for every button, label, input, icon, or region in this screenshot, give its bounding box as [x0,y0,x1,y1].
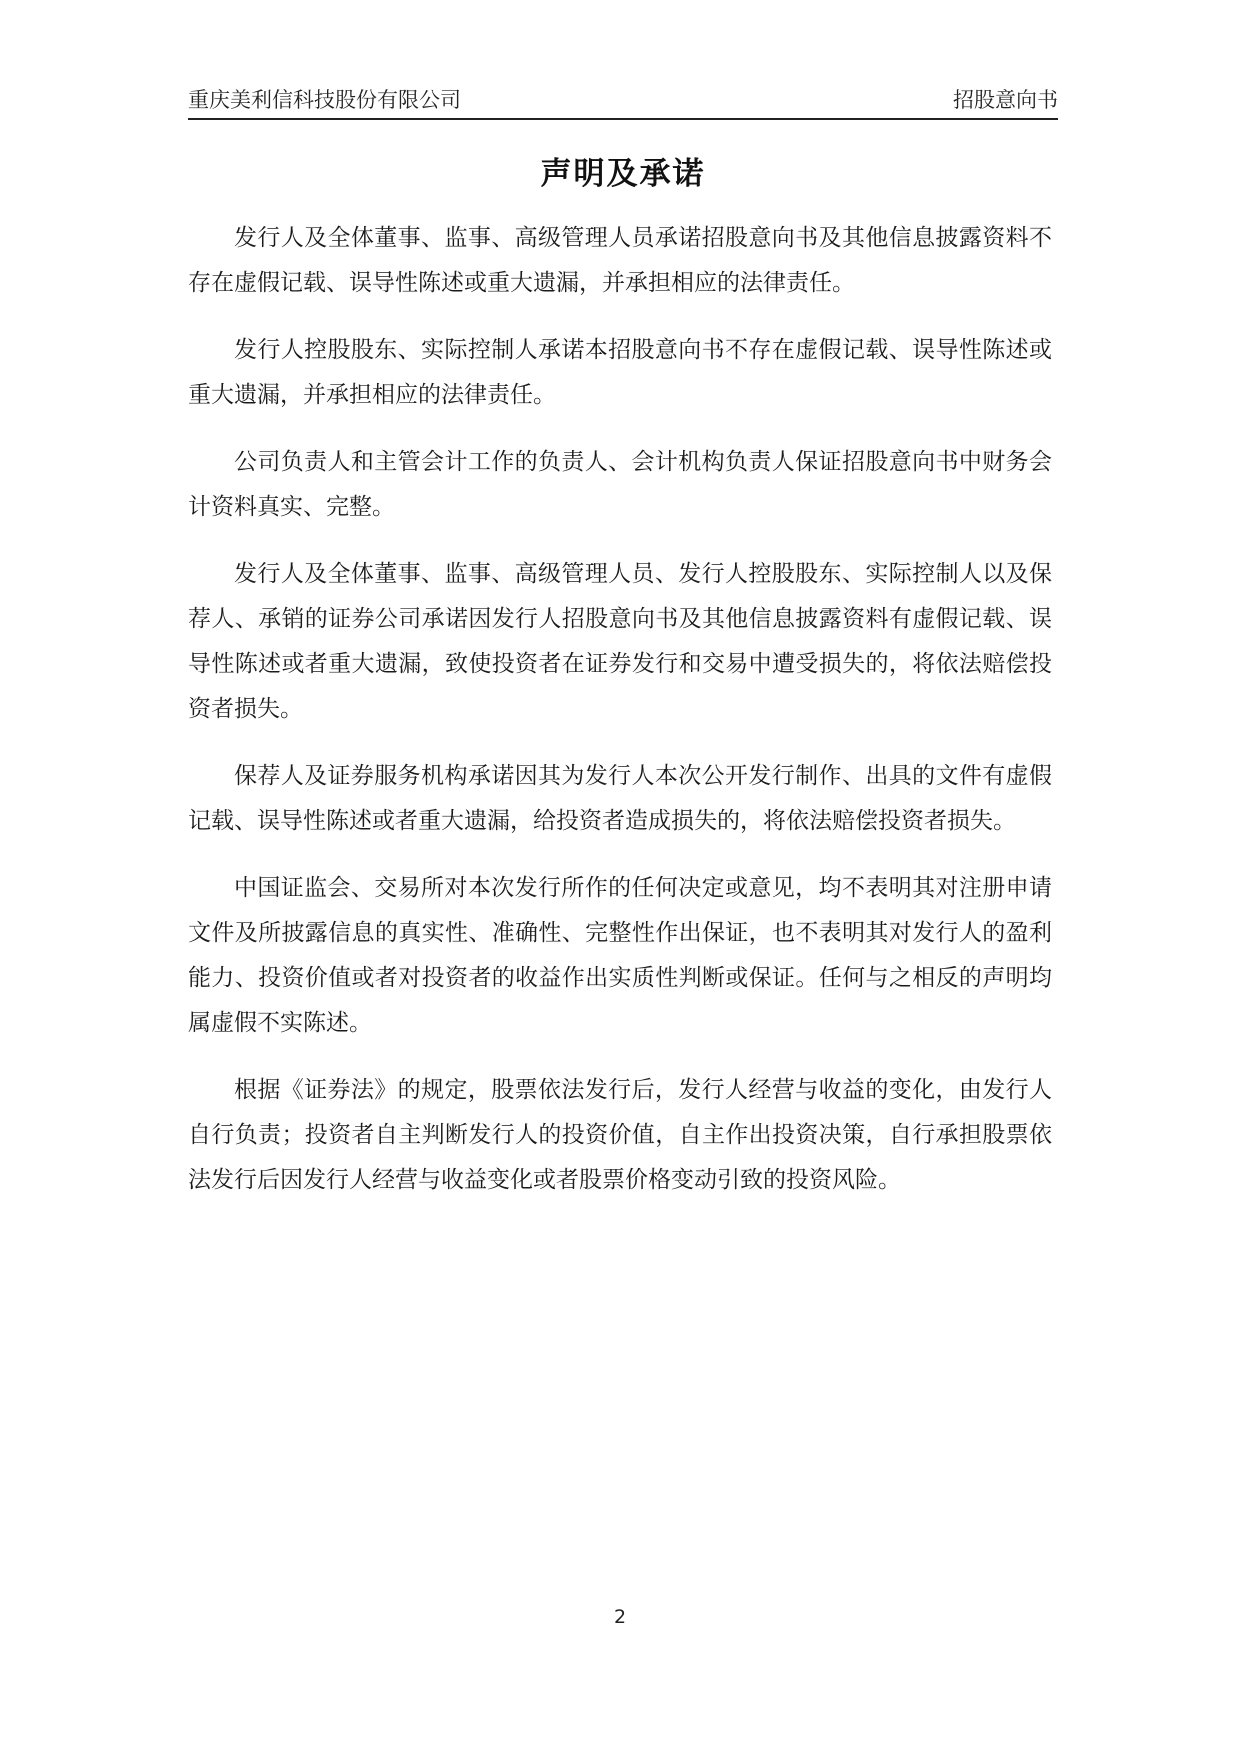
page-number: 2 [613,1606,627,1628]
paragraph-7: 根据《证券法》的规定，股票依法发行后，发行人经营与收益的变化，由发行人自行负责；投资者自主判断发行人的投资价值，自主作出投资决策，自行承担股票依法发行后因发行人经营与收益变化或者股票价格变动引致的投资风险。 [188,1077,1052,1193]
paragraph-6: 中国证监会、交易所对本次发行所作的任何决定或意见，均不表明其对注册申请文件及所披露信息的真实性、准确性、完整性作出保证，也不表明其对发行人的盈利能力、投资价值或者对投资者的收益作出实质性判断或保证。任何与之相反的声明均属虚假不实陈述。 [188,875,1052,1036]
header-document-type: 招股意向书 [953,88,1058,112]
paragraph-4: 发行人及全体董事、监事、高级管理人员、发行人控股股东、实际控制人以及保荐人、承销的证券公司承诺因发行人招股意向书及其他信息披露资料有虚假记载、误导性陈述或者重大遗漏，致使投资者在证券发行和交易中遭受损失的，将依法赔偿投资者损失。 [188,561,1052,722]
header-company-name: 重庆美利信科技股份有限公司 [188,88,461,112]
page-header [188,86,1058,120]
paragraph-1: 发行人及全体董事、监事、高级管理人员承诺招股意向书及其他信息披露资料不存在虚假记载、误导性陈述或重大遗漏，并承担相应的法律责任。 [188,225,1052,296]
paragraph-3: 公司负责人和主管会计工作的负责人、会计机构负责人保证招股意向书中财务会计资料真实、完整。 [188,449,1052,520]
paragraph-5: 保荐人及证券服务机构承诺因其为发行人本次公开发行制作、出具的文件有虚假记载、误导性陈述或者重大遗漏，给投资者造成损失的，将依法赔偿投资者损失。 [188,763,1052,834]
page-title: 声明及承诺 [540,156,706,192]
paragraph-2: 发行人控股股东、实际控制人承诺本招股意向书不存在虚假记载、误导性陈述或重大遗漏，并承担相应的法律责任。 [188,337,1052,408]
statement-body [188,216,1052,1225]
